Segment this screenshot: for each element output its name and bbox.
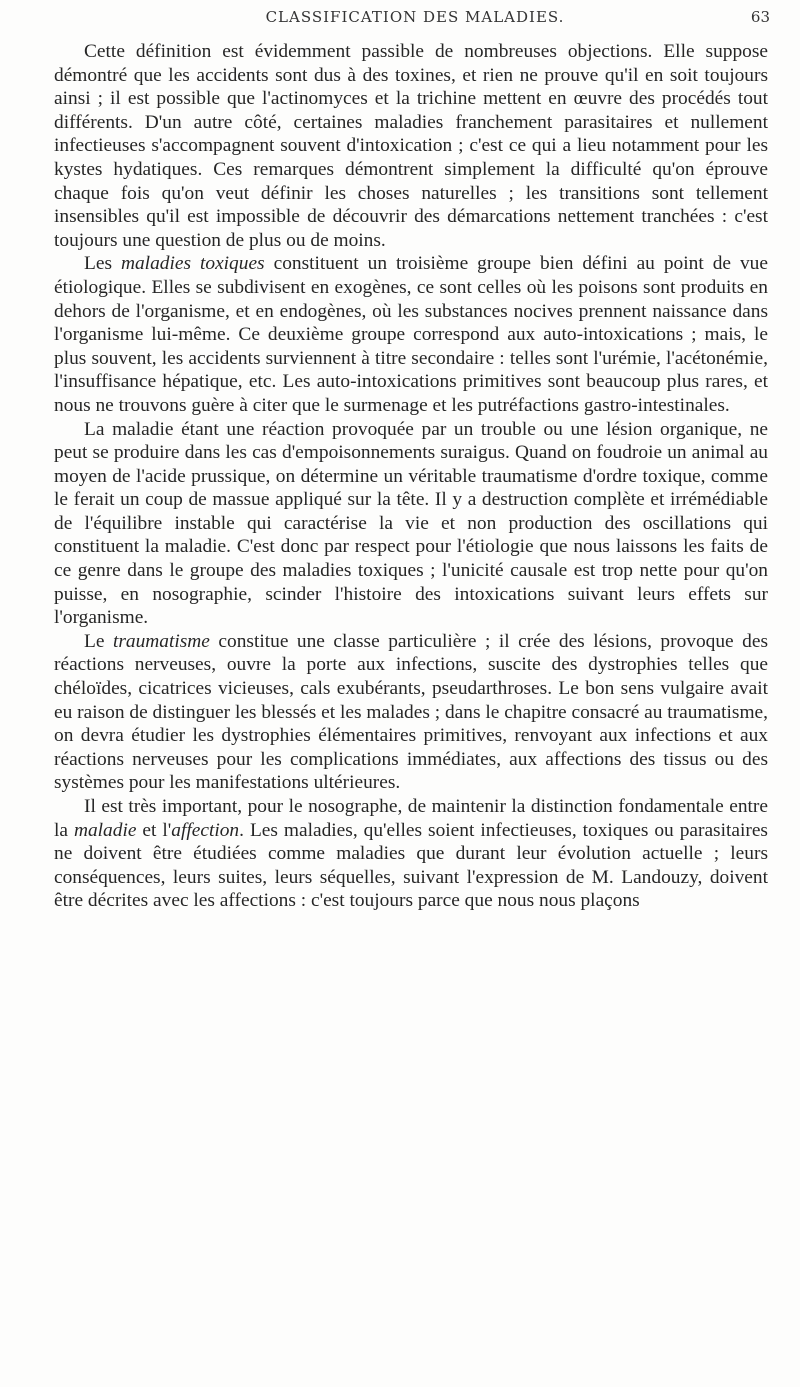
paragraph-3-text: La maladie étant une réaction provoquée par un trouble ou une lésion organique, ne peut se produire dans les cas d'empoisonnements suraigus. Quand on foudroie un animal au moyen de l'acide prussique, on détermine un véritable traumatisme d'ordre toxique, comme le ferait un coup de massue appliqué sur la tête. Il y a destruction complète et irrémédiable de l'équilibre instable qui caractérise la vie et non production des oscillations qui constituent la maladie. C'est donc par respect pour l'étiologie que nous laissons les faits de ce genre dans le groupe des maladies toxiques ; l'unicité causale est trop nette pour qu'on puisse, en nosographie, scinder l'histoire des intoxications suivant leurs effets sur l'organisme. xyxy=(54,418,768,629)
paragraph-3 xyxy=(54,418,768,630)
paragraph-5-text-c: . Les maladies, qu'elles soient infectieuses, toxiques ou parasitaires ne doivent être étudiées comme maladies que durant leur évolution actuelle ; leurs conséquences, leurs suites, leurs séquelles, suivant l'expression de M. Landouzy, doivent être décrites avec les affections : c'est toujours parce que nous nous plaçons xyxy=(54,819,768,912)
term-maladies-toxiques: maladies toxiques xyxy=(120,253,265,275)
paragraph-4-text-a: Le xyxy=(84,630,113,652)
paragraph-5-text-a: Il est très important, pour le nosographe, de maintenir la distinction fondamentale entre la xyxy=(54,796,768,841)
running-head xyxy=(60,6,770,32)
body-text xyxy=(54,40,768,913)
paragraph-4-text-b: constitue une classe particulière ; il crée des lésions, provoque des réactions nerveuses, ouvre la porte aux infections, suscite des dystrophies telles que chéloïdes, cicatrices vicieuses, cals exubérants, pseudarthroses. Le bon sens vulgaire avait eu raison de distinguer les blessés et les malades ; dans le chapitre consacré au traumatisme, on devra étudier les dystrophies élémentaires primitives, renvoyant aux infections et aux réactions nerveuses pour les complications immédiates, aux affections des tissus ou des systèmes pour les manifestations ultérieures. xyxy=(54,630,768,794)
page-number: 63 xyxy=(750,8,770,26)
paragraph-4 xyxy=(54,630,768,795)
paragraph-5-text-b: et l' xyxy=(136,819,172,841)
paragraph-5 xyxy=(54,795,768,913)
paragraph-2-text-a: Les xyxy=(84,253,121,275)
term-affection: affection xyxy=(171,819,240,841)
paragraph-2-text-b: constituent un troisième groupe bien défini au point de vue étiologique. Elles se subdivisent en exogènes, ce sont celles où les poisons sont produits en dehors de l'organisme, et en endogènes, où les substances nocives prennent naissance dans l'organisme lui-même. Ce deuxième groupe correspond aux auto-intoxications ; mais, le plus souvent, les accidents surviennent à titre secondaire : telles sont l'urémie, l'acétonémie, l'insuffisance hépatique, etc. Les auto-intoxications primitives sont beaucoup plus rares, et nous ne trouvons guère à citer que le surmenage et les putréfactions gastro-intestinales. xyxy=(54,253,768,416)
paragraph-1 xyxy=(54,40,768,252)
paragraph-1-text: Cette définition est évidemment passible de nombreuses objections. Elle suppose démontré que les accidents sont dus à des toxines, et rien ne prouve qu'il en soit toujours ainsi ; il est possible que l'actinomyces et la trichine mettent en œuvre des procédés tout différents. D'un autre côté, certaines maladies franchement parasitaires et nullement infectieuses s'accompagnent souvent d'intoxication ; c'est ce qui a lieu notamment pour les kystes hydatiques. Ces remarques démontrent simplement la difficulté qu'on éprouve chaque fois qu'on veut définir les choses naturelles ; les transitions sont tellement insensibles qu'il est impossible de découvrir des démarcations nettement tranchées : c'est toujours une question de plus ou de moins. xyxy=(54,41,768,251)
term-traumatisme: traumatisme xyxy=(112,630,210,652)
running-title: CLASSIFICATION DES MALADIES. xyxy=(265,8,565,26)
paragraph-2 xyxy=(54,252,768,417)
term-maladie: maladie xyxy=(73,819,137,841)
